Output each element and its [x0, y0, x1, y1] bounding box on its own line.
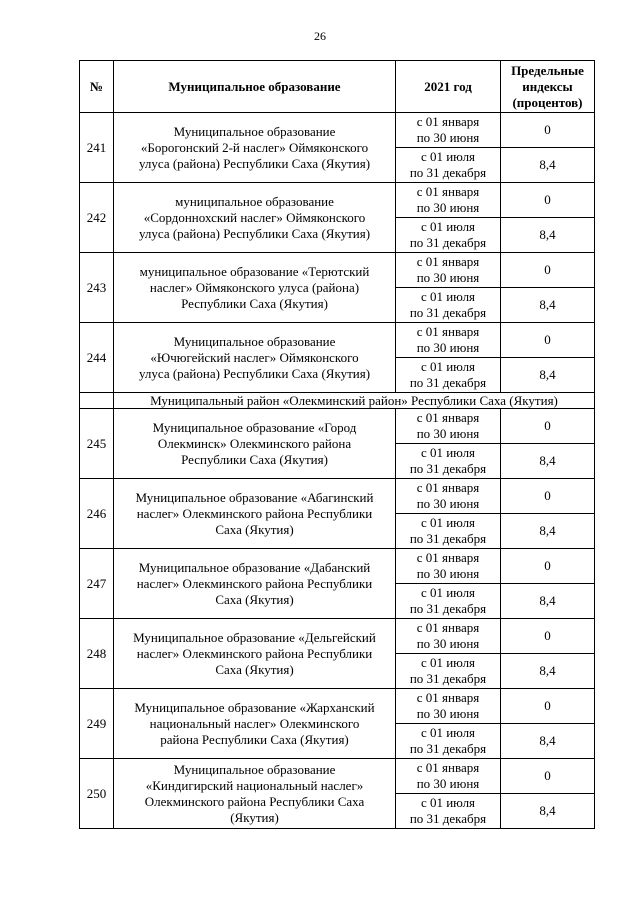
table-row	[80, 409, 595, 444]
period-first-half: с 01 января по 30 июня	[396, 323, 501, 358]
table-row	[80, 619, 595, 654]
municipality-cell: Муниципальное образование «Дабанский наслег» Олекминского района Республики Саха (Якутия)	[114, 549, 396, 619]
index-value-second-half: 8,4	[501, 514, 595, 549]
period-first-half: с 01 января по 30 июня	[396, 759, 501, 794]
header-year: 2021 год	[396, 61, 501, 113]
municipality-cell: Муниципальное образование «Киндигирский национальный наслег» Олекминского района Республики Саха (Якутия)	[114, 759, 396, 829]
index-value-second-half: 8,4	[501, 358, 595, 393]
row-number: 245	[80, 409, 114, 479]
index-value-second-half: 8,4	[501, 584, 595, 619]
index-value-first-half: 0	[501, 619, 595, 654]
period-second-half: с 01 июля по 31 декабря	[396, 218, 501, 253]
index-value-first-half: 0	[501, 253, 595, 288]
region-heading-blank	[80, 393, 114, 409]
table-row	[80, 113, 595, 148]
row-number: 243	[80, 253, 114, 323]
municipality-cell: муниципальное образование «Сордоннохский наслег» Оймяконского улуса (района) Республики Саха (Якутия)	[114, 183, 396, 253]
index-value-first-half: 0	[501, 549, 595, 584]
index-value-second-half: 8,4	[501, 148, 595, 183]
period-second-half: с 01 июля по 31 декабря	[396, 288, 501, 323]
header-index-line-3: (процентов)	[512, 94, 583, 110]
table-row	[80, 549, 595, 584]
index-value-first-half: 0	[501, 409, 595, 444]
period-first-half: с 01 января по 30 июня	[396, 253, 501, 288]
table-row	[80, 323, 595, 358]
row-number: 241	[80, 113, 114, 183]
period-first-half: с 01 января по 30 июня	[396, 549, 501, 584]
table-row	[80, 689, 595, 724]
period-second-half: с 01 июля по 31 декабря	[396, 148, 501, 183]
municipality-cell: Муниципальное образование «Жарханский национальный наслег» Олекминского района Республики Саха (Якутия)	[114, 689, 396, 759]
period-second-half: с 01 июля по 31 декабря	[396, 724, 501, 759]
period-first-half: с 01 января по 30 июня	[396, 479, 501, 514]
period-first-half: с 01 января по 30 июня	[396, 409, 501, 444]
table-row	[80, 253, 595, 288]
table-row	[80, 479, 595, 514]
index-value-first-half: 0	[501, 183, 595, 218]
period-first-half: с 01 января по 30 июня	[396, 689, 501, 724]
row-number: 242	[80, 183, 114, 253]
header-municipality: Муниципальное образование	[114, 61, 396, 113]
region-heading-row	[80, 393, 595, 409]
header-limit-indices	[501, 61, 595, 113]
index-value-second-half: 8,4	[501, 654, 595, 689]
row-number: 250	[80, 759, 114, 829]
index-value-first-half: 0	[501, 113, 595, 148]
period-first-half: с 01 января по 30 июня	[396, 183, 501, 218]
period-second-half: с 01 июля по 31 декабря	[396, 444, 501, 479]
table-header-row	[80, 61, 595, 113]
period-first-half: с 01 января по 30 июня	[396, 113, 501, 148]
index-value-second-half: 8,4	[501, 444, 595, 479]
index-value-second-half: 8,4	[501, 218, 595, 253]
period-second-half: с 01 июля по 31 декабря	[396, 654, 501, 689]
index-value-second-half: 8,4	[501, 288, 595, 323]
header-index-line-1: Предельные	[511, 62, 584, 78]
index-value-first-half: 0	[501, 479, 595, 514]
row-number: 244	[80, 323, 114, 393]
header-index-line-2: индексы	[522, 78, 573, 94]
period-second-half: с 01 июля по 31 декабря	[396, 794, 501, 829]
page-number: 26	[314, 29, 326, 43]
table-row	[80, 759, 595, 794]
municipality-cell: Муниципальное образование «Абагинский наслег» Олекминского района Республики Саха (Якутия)	[114, 479, 396, 549]
municipality-cell: Муниципальное образование «Ючюгейский наслег» Оймяконского улуса (района) Республики Саха (Якутия)	[114, 323, 396, 393]
index-value-first-half: 0	[501, 323, 595, 358]
index-value-first-half: 0	[501, 689, 595, 724]
index-value-first-half: 0	[501, 759, 595, 794]
period-first-half: с 01 января по 30 июня	[396, 619, 501, 654]
region-heading: Муниципальный район «Олекминский район» Республики Саха (Якутия)	[114, 393, 595, 409]
municipality-cell: Муниципальное образование «Борогонский 2-й наслег» Оймяконского улуса (района) Республики Саха (Якутия)	[114, 113, 396, 183]
index-value-second-half: 8,4	[501, 794, 595, 829]
header-num: №	[80, 61, 114, 113]
period-second-half: с 01 июля по 31 декабря	[396, 514, 501, 549]
municipality-cell: Муниципальное образование «Дельгейский наслег» Олекминского района Республики Саха (Якутия)	[114, 619, 396, 689]
index-value-second-half: 8,4	[501, 724, 595, 759]
period-second-half: с 01 июля по 31 декабря	[396, 584, 501, 619]
row-number: 248	[80, 619, 114, 689]
period-second-half: с 01 июля по 31 декабря	[396, 358, 501, 393]
row-number: 247	[80, 549, 114, 619]
row-number: 246	[80, 479, 114, 549]
municipality-cell: муниципальное образование «Терютский наслег» Оймяконского улуса (района) Республики Саха (Якутия)	[114, 253, 396, 323]
table-row	[80, 183, 595, 218]
row-number: 249	[80, 689, 114, 759]
limit-indices-table	[79, 60, 595, 829]
municipality-cell: Муниципальное образование «Город Олекминск» Олекминского района Республики Саха (Якутия)	[114, 409, 396, 479]
